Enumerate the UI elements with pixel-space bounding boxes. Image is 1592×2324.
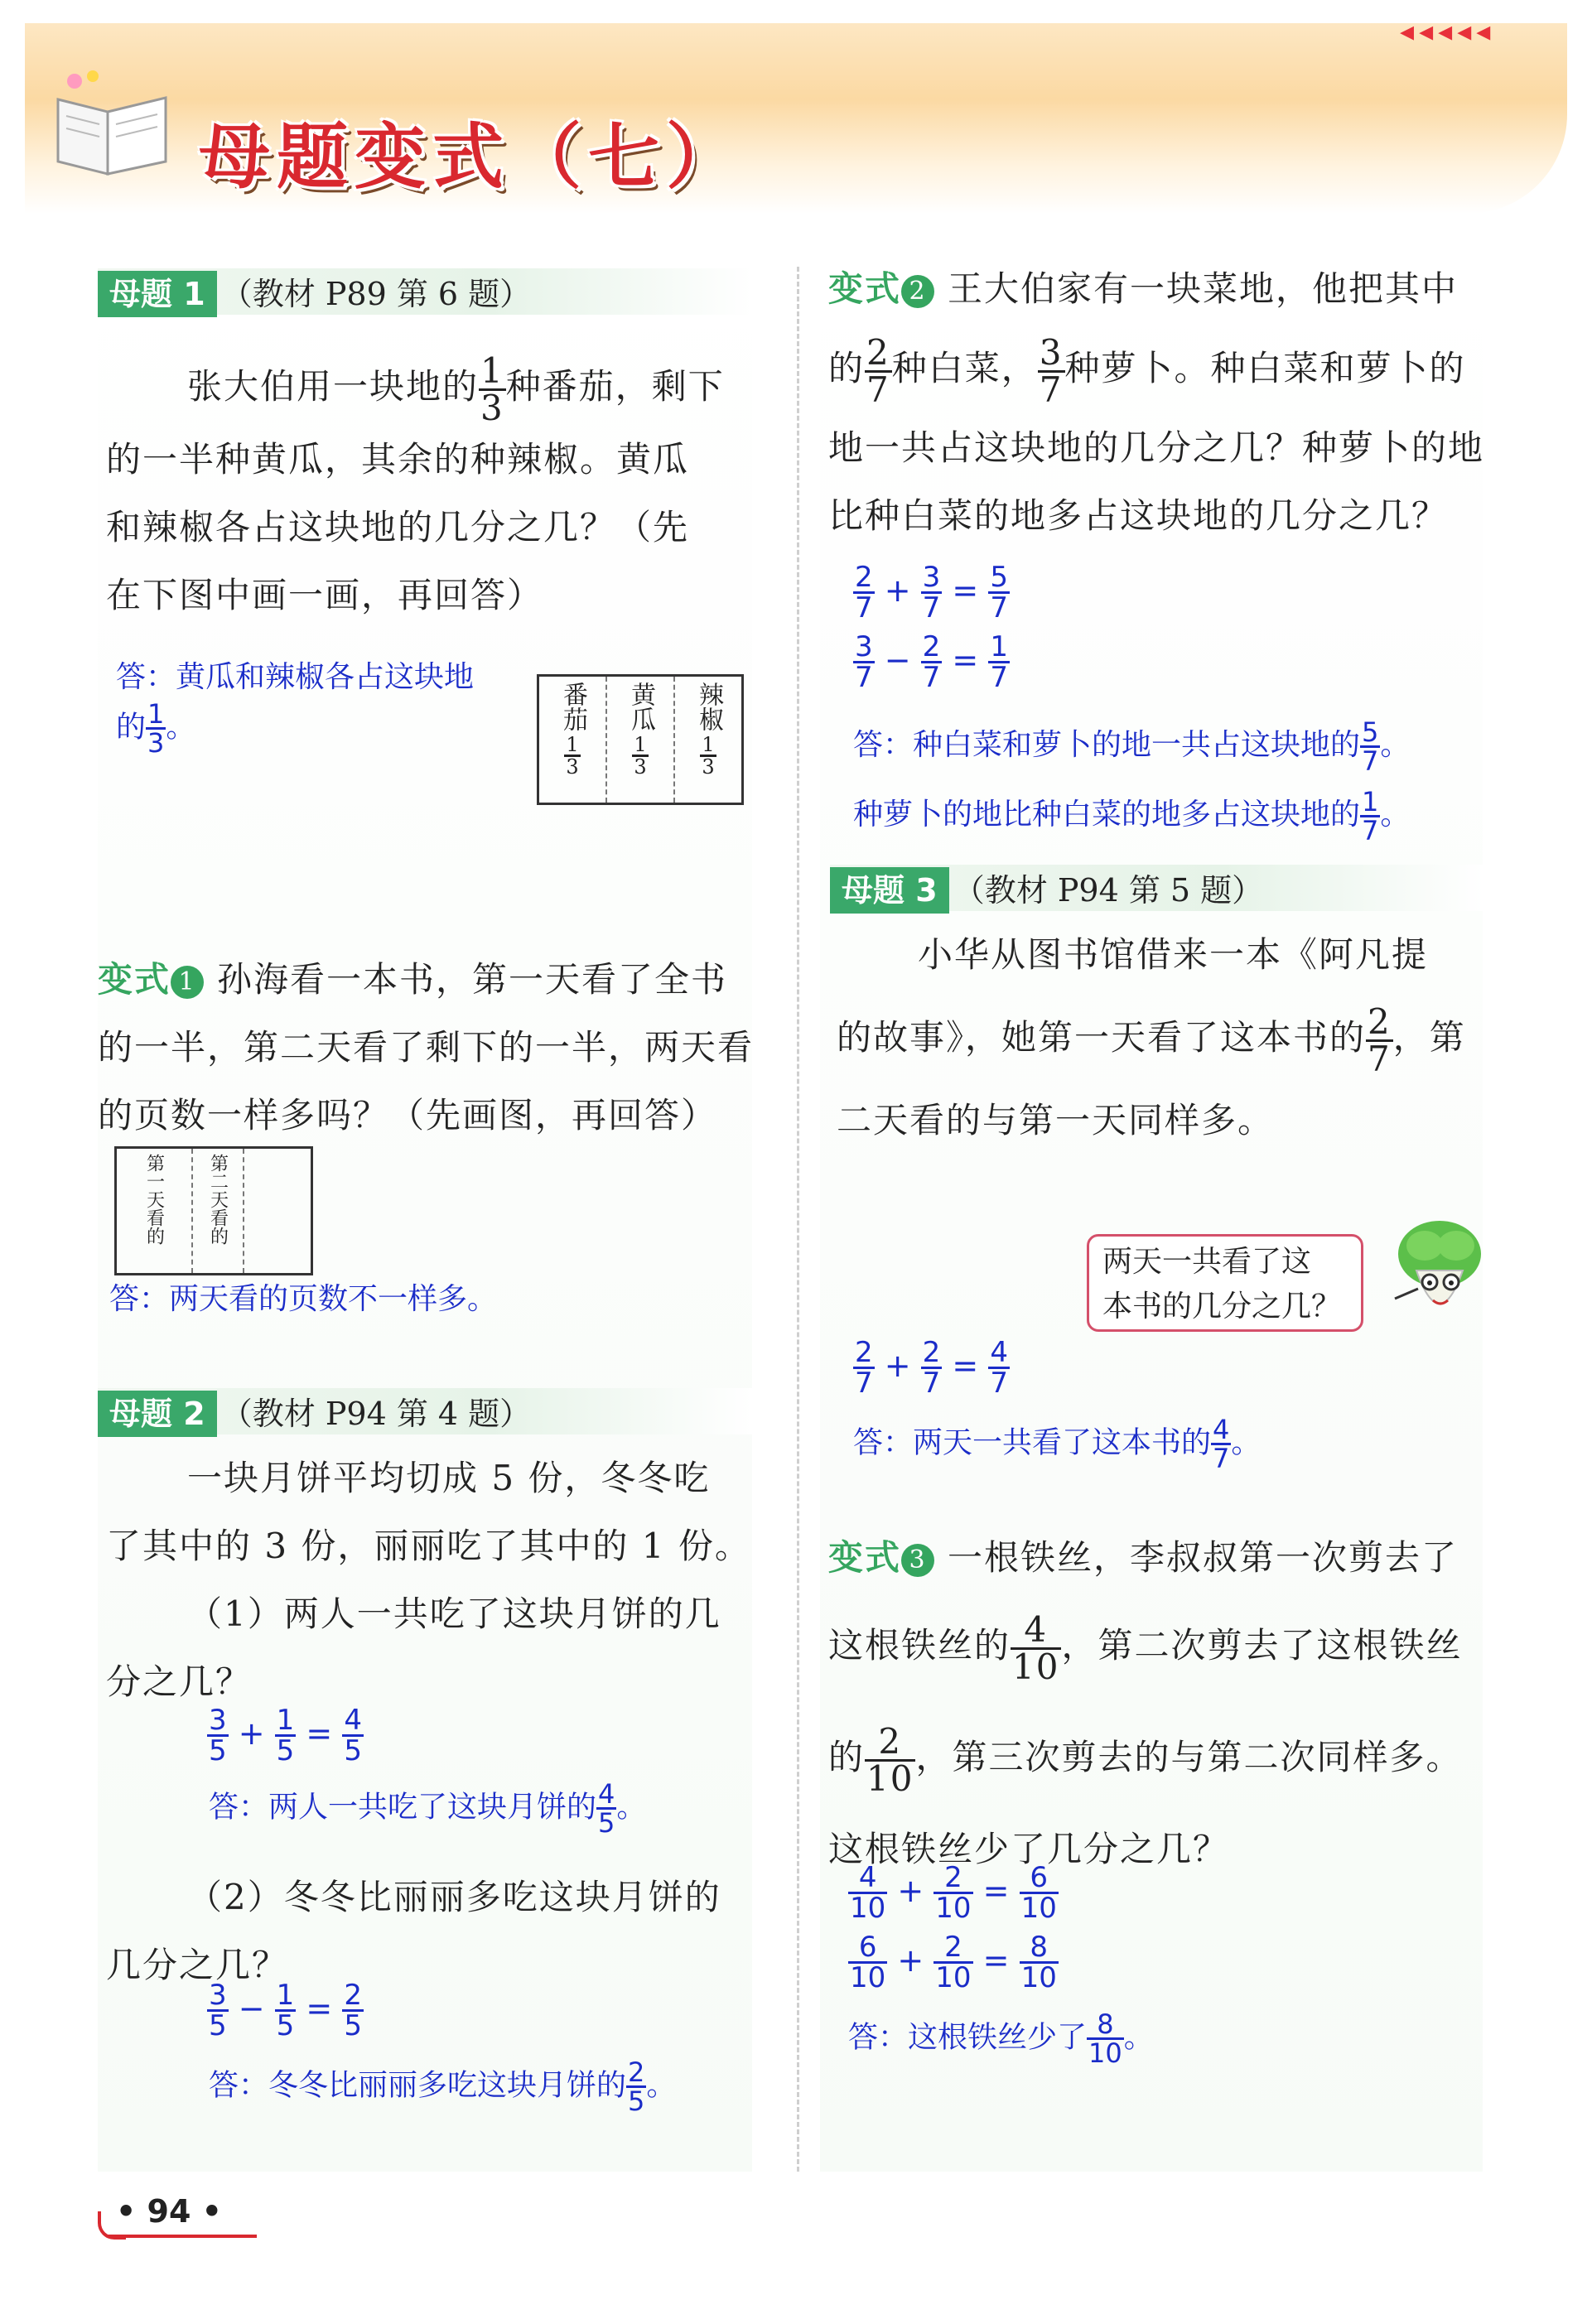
m1-source: （教材 P89 第 6 题） [220, 276, 532, 312]
v2-answer: 答：种白菜和萝卜的地一共占这块地的 $\frac{5}{7}$ 。 种萝卜的地比种白菜的地多占这块地的 $\frac{1}{7}$ 。 [853, 716, 1411, 846]
page-number-underline [108, 2235, 257, 2238]
v2-equation-1: $\frac{2}{7}$ + $\frac{3}{7}$ = $\frac{5}{7}$ [855, 561, 1008, 624]
diagram-cell-day1: 第一天看的 [117, 1149, 193, 1273]
column-divider [797, 267, 799, 2172]
m3-tag: 母题 3 [830, 867, 949, 914]
v3-text: 变式 3 一根铁丝，李叔叔第一次剪去了 这根铁丝的 $\frac{4}{10}$ ，第二次剪去了这根铁丝 的 $\frac{2}{10}$ ，第三次剪去的与第二次同样多。 这根铁丝少了几分之几？ [828, 1524, 1491, 1883]
page-title: 母题变式（七） [199, 116, 744, 199]
m2-line2: 了其中的 3 份，丽丽吃了其中的 1 份。 [106, 1526, 751, 1566]
v3-equation-2: $\frac{6}{10}$ + $\frac{2}{10}$ = $\frac{8}{10}$ [850, 1931, 1057, 1994]
m2-answer-2: 答：冬冬比丽丽多吃这块月饼的 $\frac{2}{5}$ 。 [209, 2056, 677, 2117]
m3-line3: 二天看的与第一天同样多。 [837, 1100, 1275, 1140]
bubble-line1: 两天一共看了这 [1102, 1245, 1312, 1279]
m1-line4: 在下图中画一画，再回答） [106, 574, 544, 615]
m2-label-bar [98, 1388, 752, 1434]
m1-label-bar [98, 268, 752, 315]
m1-ans-period: 。 [166, 710, 196, 745]
arrows-decoration: ◂◂◂◂◂ [1400, 15, 1496, 48]
book-icon [50, 66, 174, 182]
m2-q2-line1: （2）冬冬比丽丽多吃这块月饼的 [187, 1877, 721, 1917]
v2-text: 变式 2 王大伯家有一块菜地，他把其中 的 $\frac{2}{7}$ 种白菜， $\frac{3}{7}$ 种萝卜。种白菜和萝卜的 地一共占这块地的几分之几？种萝卜的地 比种白菜的地多占这块地的几分之几？ [828, 255, 1491, 550]
m1-ans-line1: 答：黄瓜和辣椒各占这块地 [116, 660, 475, 694]
m3-equation: $\frac{2}{7}$ + $\frac{2}{7}$ = $\frac{4}{7}$ [855, 1336, 1008, 1400]
v1-number-circle: 1 [171, 966, 204, 999]
m1-frac: $\frac{1}{3}$ [480, 350, 504, 428]
v2-tag: 变式 [828, 268, 902, 309]
m1-field-diagram [537, 674, 744, 805]
m1-text [106, 350, 752, 629]
v3-answer: 答：这根铁丝少了 $\frac{8}{10}$ 。 [848, 2008, 1154, 2069]
v2-number-circle: 2 [901, 275, 934, 308]
m2-q1-line1: （1）两人一共吃了这块月饼的几 [187, 1594, 721, 1634]
v1-line1: 孙海看一本书，第一天看了全书 [217, 959, 728, 1000]
m2-equation-2: $\frac{3}{5}$ − $\frac{1}{5}$ = $\frac{2}{5}$ [209, 1979, 362, 2042]
m1-line3: 和辣椒各占这块地的几分之几？（先 [106, 506, 690, 547]
m2-text [106, 1444, 760, 1716]
v1-text [98, 946, 760, 1150]
v1-answer: 答：两天看的页数不一样多。 [109, 1282, 498, 1316]
m3-label-bar [830, 865, 1484, 911]
m2-equation-1: $\frac{3}{5}$ + $\frac{1}{5}$ = $\frac{4}{5}$ [209, 1704, 362, 1767]
diagram-cell-day2: 第二天看的 [193, 1149, 244, 1273]
v1-book-diagram [114, 1146, 313, 1275]
v3-line1: 一根铁丝，李叔叔第一次剪去了 [948, 1537, 1459, 1578]
m2-q2-text [106, 1864, 760, 1999]
diagram-cell-tomato: 番茄 $\frac{1}{3}$ [539, 677, 607, 803]
m2-tag: 母题 2 [98, 1391, 217, 1437]
m2-answer-1: 答：两人一共吃了这块月饼的 $\frac{4}{5}$ 。 [209, 1778, 647, 1839]
v1-line3: 的页数一样多吗？（先画图，再回答） [98, 1095, 718, 1135]
m2-line1: 一块月饼平均切成 5 份，冬冬吃 [187, 1458, 711, 1498]
m1-line2: 的一半种黄瓜，其余的种辣椒。黄瓜 [106, 438, 690, 480]
v1-line2: 的一半，第二天看了剩下的一半，两天看 [98, 1027, 755, 1068]
m1-line1a: 张大伯用一块地的 [187, 366, 480, 407]
v3-tag: 变式 [828, 1537, 902, 1578]
cabbage-mascot-icon [1375, 1213, 1499, 1337]
diagram-cell-cucumber: 黄瓜 $\frac{1}{3}$ [607, 677, 675, 803]
v2-line1: 王大伯家有一块菜地，他把其中 [948, 268, 1459, 309]
diagram-cell-pepper: 辣椒 $\frac{1}{3}$ [694, 682, 723, 779]
v2-line3: 地一共占这块地的几分之几？种萝卜的地 [828, 427, 1485, 468]
m1-ans-frac: $\frac{1}{3}$ [147, 698, 165, 759]
v1-tag: 变式 [98, 959, 171, 1000]
bubble-line2: 本书的几分之几？ [1102, 1290, 1342, 1324]
m1-answer [116, 654, 530, 759]
m2-q2-line2: 几分之几？ [106, 1945, 289, 1985]
m3-answer: 答：两天一共看了这本书的 $\frac{4}{7}$ 。 [853, 1414, 1262, 1474]
m1-tag: 母题 1 [98, 271, 217, 317]
m1-line1b: 种番茄，剩下 [505, 366, 725, 407]
v2-line4: 比种白菜的地多占这块地的几分之几？ [828, 495, 1449, 536]
diagram-cell-rest [244, 1149, 311, 1273]
m1-ans-line2: 的 [116, 710, 147, 745]
m3-source: （教材 P94 第 5 题） [953, 872, 1264, 909]
v3-number-circle: 3 [901, 1544, 934, 1577]
page-number: • 94 • [116, 2193, 222, 2230]
m2-q1-line2: 分之几？ [106, 1661, 253, 1702]
v3-line4: 这根铁丝少了几分之几？ [828, 1829, 1230, 1869]
speech-bubble [1087, 1234, 1363, 1332]
m2-source: （教材 P94 第 4 题） [220, 1396, 532, 1432]
m3-line1: 小华从图书馆借来一本《阿凡提 [918, 934, 1429, 975]
m3-text: 小华从图书馆借来一本《阿凡提 的故事》，她第一天看了这本书的 $\frac{2}{7}$ ，第 二天看的与第一天同样多。 [837, 921, 1491, 1155]
v2-equation-2: $\frac{3}{7}$ − $\frac{2}{7}$ = $\frac{1}{7}$ [855, 630, 1008, 694]
v3-equation-1: $\frac{4}{10}$ + $\frac{2}{10}$ = $\frac{6}{10}$ [850, 1861, 1057, 1925]
